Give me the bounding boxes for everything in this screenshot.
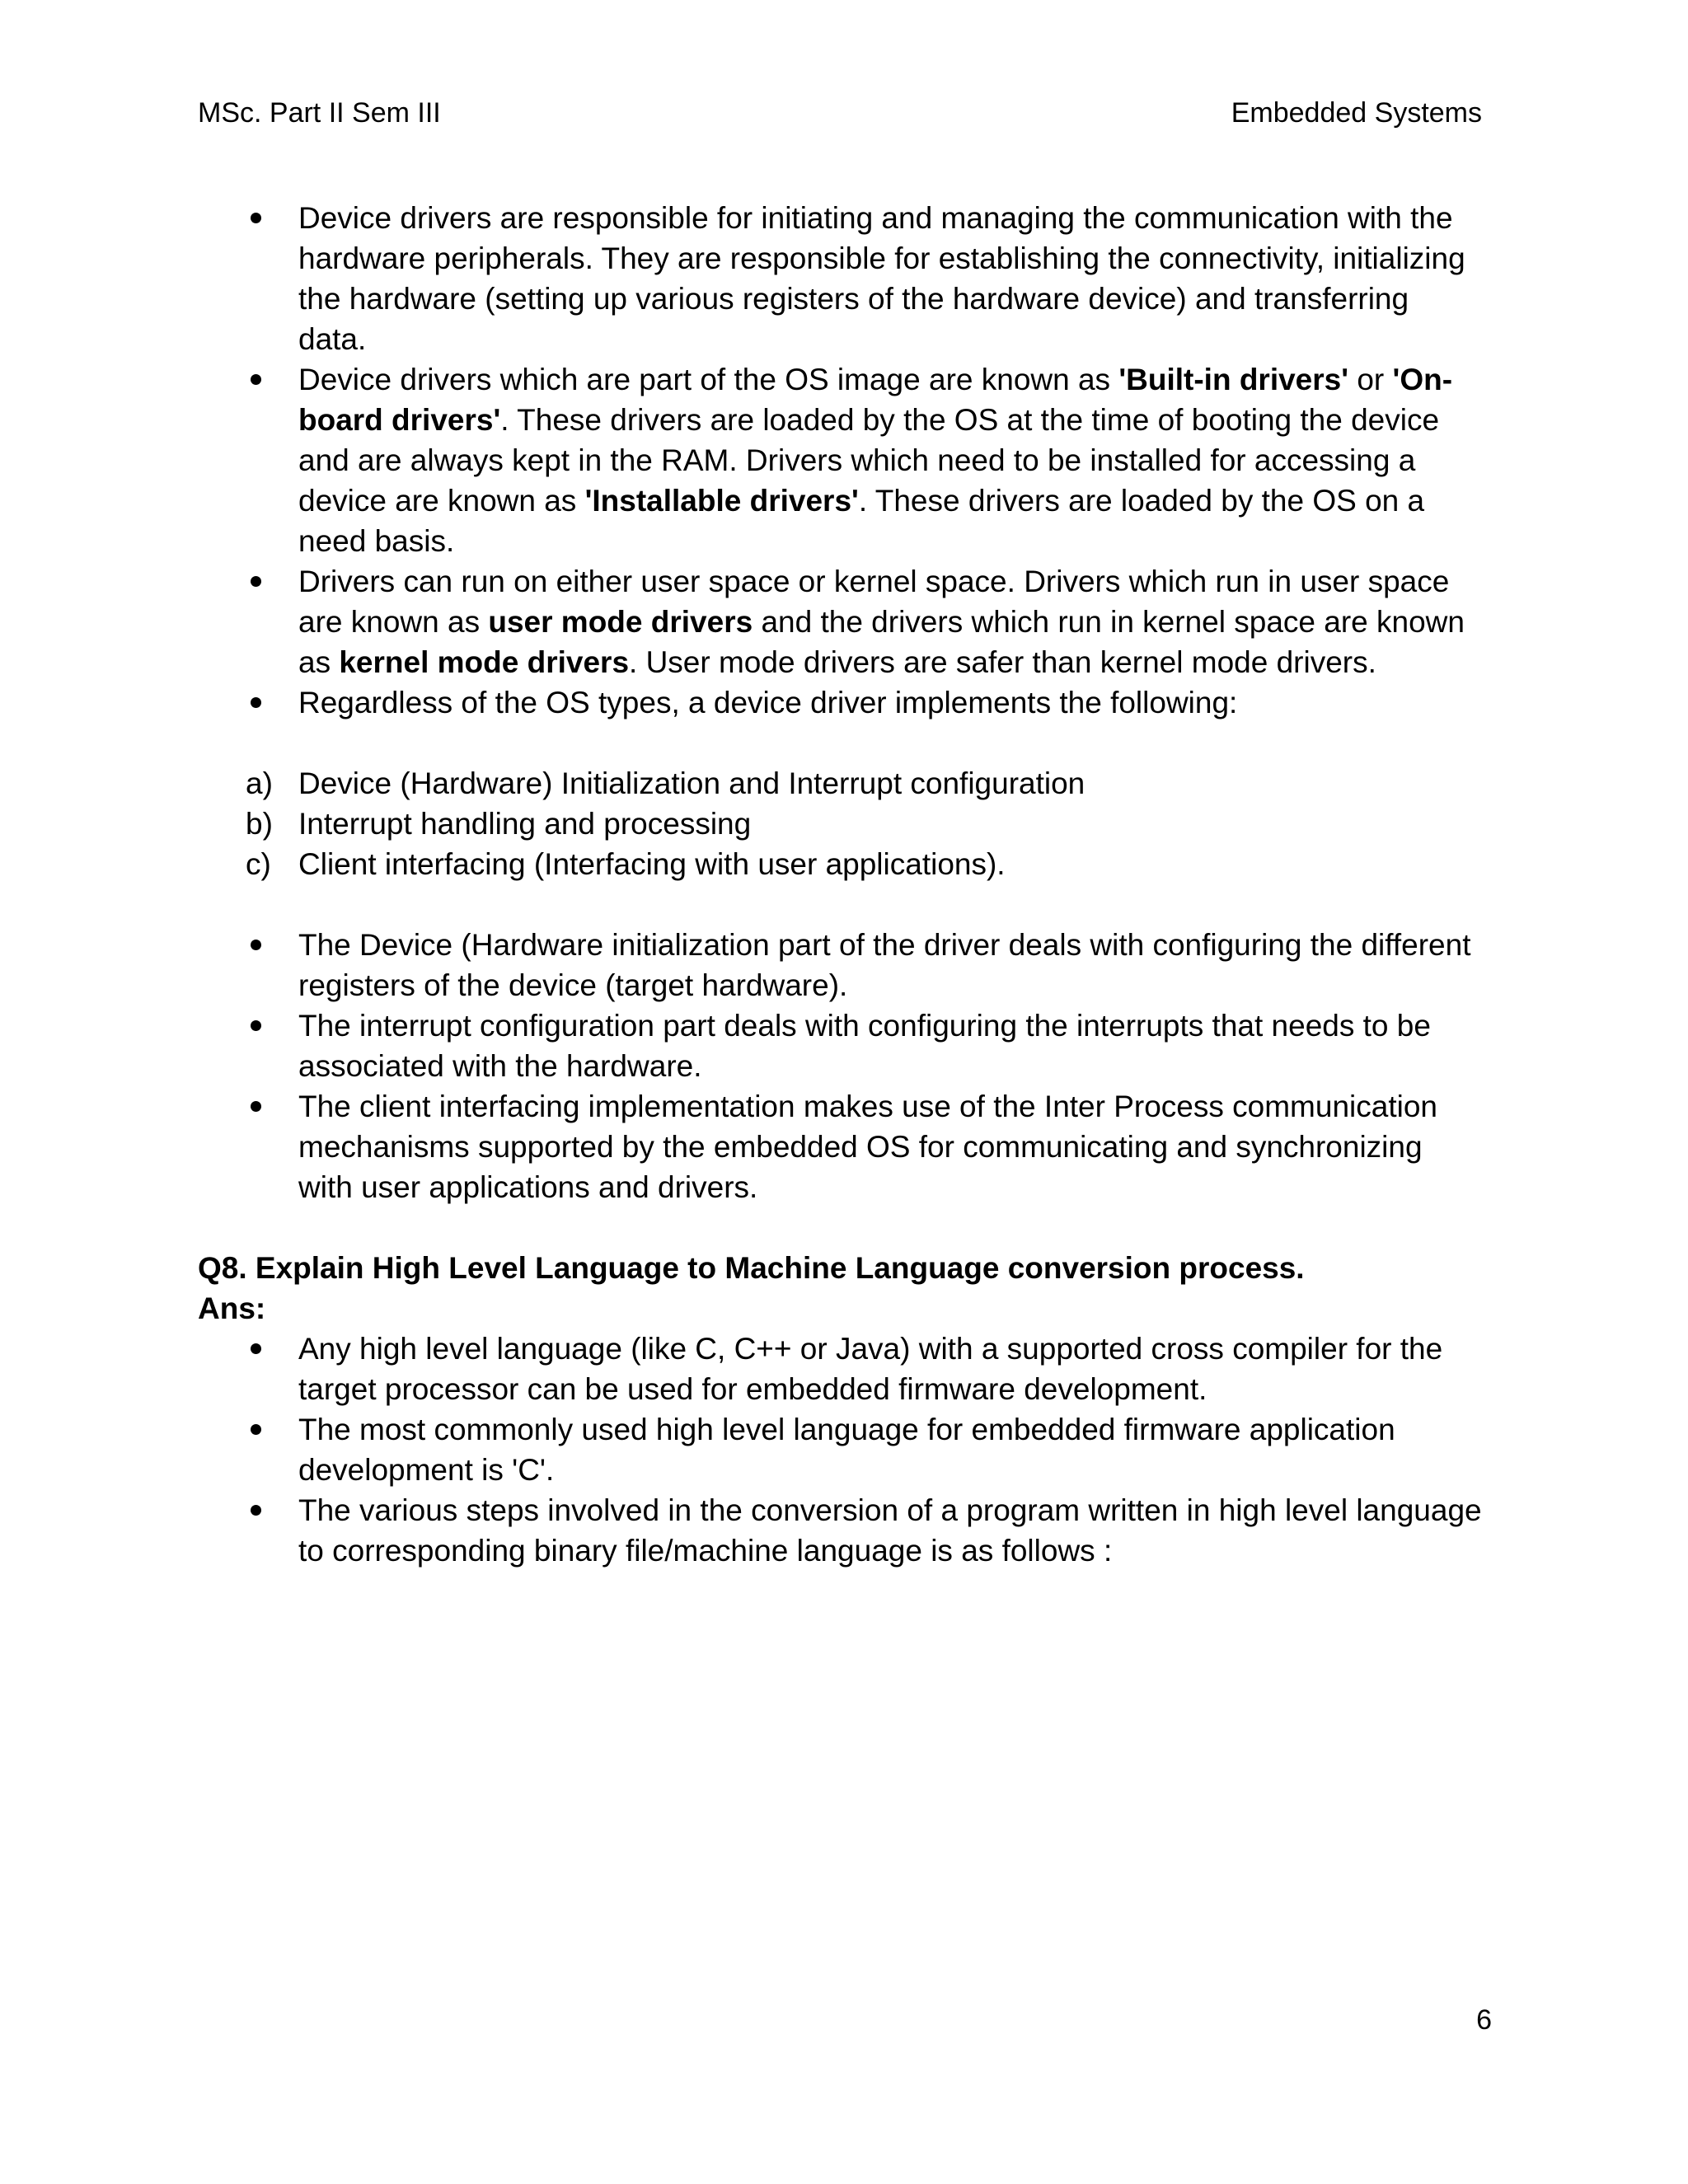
term-kernel-mode-drivers: kernel mode drivers [339,645,630,679]
alpha-marker: a) [246,766,273,800]
question-heading: Q8. Explain High Level Language to Machine Language conversion process. [198,1251,1305,1285]
bullet-icon [251,697,261,708]
bullet-icon [251,576,261,587]
bullet-text: . These drivers are loaded by the OS on a need basis. [298,484,1425,558]
bullet-text: The client interfacing implementation makes use of the Inter Process communication mechanisms supported by the embedded OS for communicating and synchronizing with user applications and drivers. [298,1090,1437,1204]
bullet-text: The interrupt configuration part deals with configuring the interrupts that needs to be associated with the hardware. [298,1009,1431,1083]
alpha-marker: b) [246,807,273,841]
bullet-text: Device drivers which are part of the OS image are known as [298,363,1119,396]
alpha-text: Client interfacing (Interfacing with user applications). [298,847,1006,881]
bullet-icon [251,1101,261,1112]
bullet-item [198,198,1484,359]
page-number: 6 [1476,2004,1492,2036]
bullet-list [198,925,1484,1207]
bullet-text: The various steps involved in the conversion of a program written in high level language to corresponding binary file/machine language is as follows : [298,1493,1482,1568]
page-body [198,198,1484,1571]
bullet-list [198,198,1484,723]
bullet-text: Regardless of the OS types, a device driver implements the following: [298,686,1238,719]
bullet-text: Any high level language (like C, C++ or Java) with a supported cross compiler for the target processor can be used for embedded firmware development. [298,1332,1443,1406]
bullet-item [198,561,1484,682]
bullet-item [198,1329,1484,1409]
bullet-text: . These drivers are loaded by the OS at the time of booting the device and are always kept in the RAM. Drivers which need to be installed for accessing a device are known as [298,403,1440,518]
bullet-text: . User mode drivers are safer than kernel mode drivers. [629,645,1376,679]
term-built-in-drivers: 'Built-in drivers' [1118,363,1349,396]
bullet-item [198,1490,1484,1571]
alpha-item [198,763,1484,804]
bullet-item [198,1409,1484,1490]
bullet-icon [251,940,261,950]
bullet-item [198,1005,1484,1086]
bullet-text: Device drivers are responsible for initiating and managing the communication with the hardware peripherals. They are responsible for establishing the connectivity, initializing the hardware (setting up various registers of the hardware device) and transferring data. [298,201,1465,356]
bullet-item [198,925,1484,1005]
alpha-item [198,844,1484,884]
alpha-list [198,763,1484,884]
bullet-icon [251,1343,261,1354]
bullet-item [198,1086,1484,1207]
header-course: MSc. Part II Sem III [198,97,441,129]
bullet-text: Drivers can run on either user space or kernel space. Drivers which run in user space are known as [298,565,1450,639]
bullet-text: and the drivers which run in kernel space are known as [298,605,1465,679]
alpha-marker: c) [246,847,271,881]
bullet-text: or [1348,363,1393,396]
alpha-item [198,804,1484,844]
bullet-icon [251,213,261,223]
bullet-icon [251,1424,261,1435]
term-installable-drivers: 'Installable drivers' [584,484,859,518]
bullet-icon [251,1020,261,1031]
bullet-item [198,359,1484,561]
bullet-text: The Device (Hardware initialization part of the driver deals with configuring the different registers of the device (target hardware). [298,928,1471,1002]
bullet-text: The most commonly used high level language for embedded firmware application development is 'C'. [298,1413,1395,1487]
alpha-text: Device (Hardware) Initialization and Interrupt configuration [298,766,1085,800]
bullet-item [198,682,1484,723]
bullet-icon [251,1505,261,1516]
term-user-mode-drivers: user mode drivers [488,605,753,639]
alpha-text: Interrupt handling and processing [298,807,752,841]
answer-label: Ans: [198,1291,266,1325]
bullet-list [198,1329,1484,1571]
bullet-icon [251,374,261,385]
header-subject: Embedded Systems [1231,97,1482,129]
page-header [198,97,1482,138]
term-on-board-drivers: 'On-board drivers' [298,363,1453,437]
